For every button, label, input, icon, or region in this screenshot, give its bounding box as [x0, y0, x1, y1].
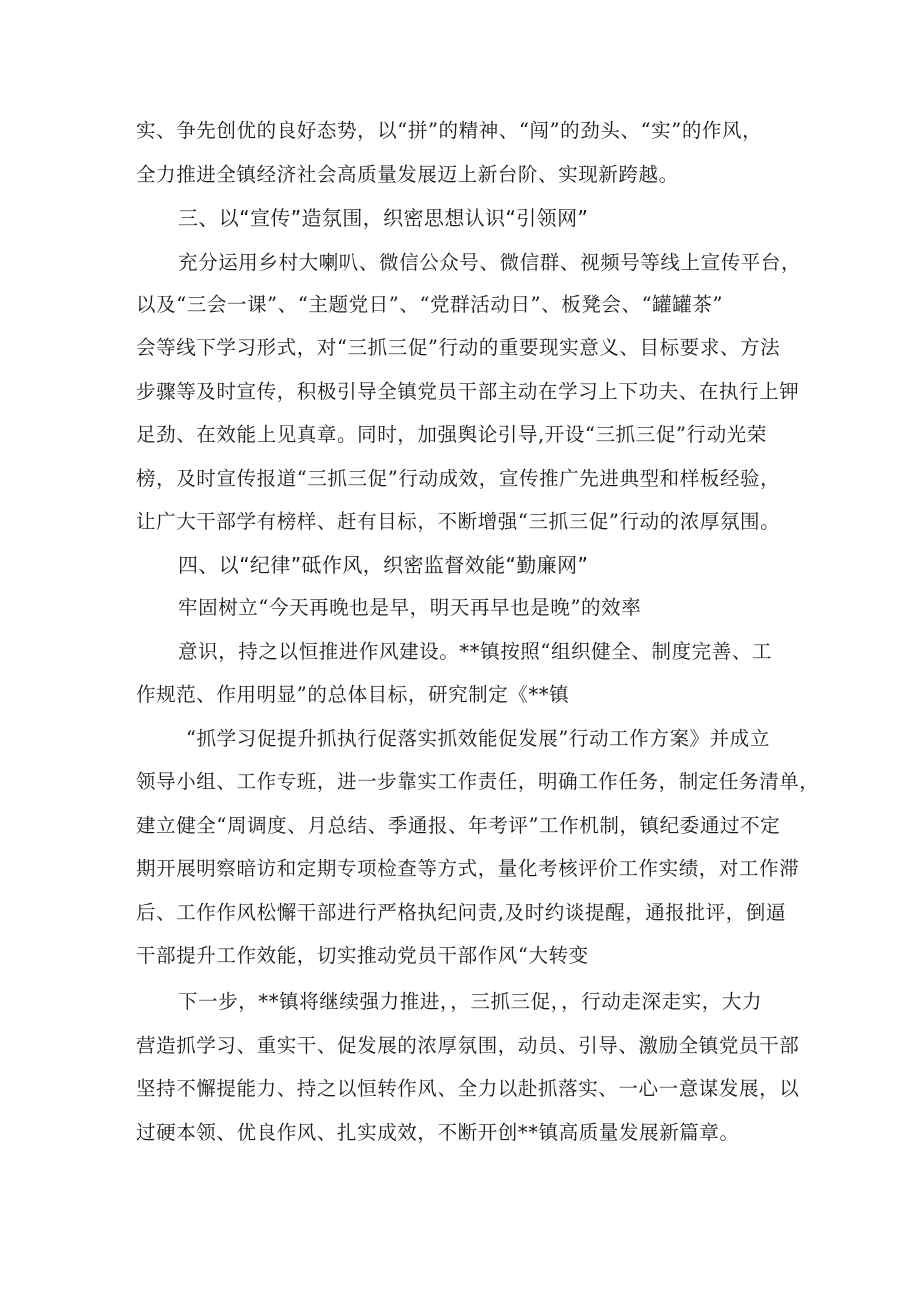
body-line: 牢固树立“今天再晚也是早，明天再早也是晚”的效率	[178, 596, 642, 619]
body-line: 营造抓学习、重实干、促发展的浓厚氛围，动员、引导、激励全镇党员干部	[136, 1034, 800, 1057]
body-line: 足劲、在效能上见真章。同时，加强舆论引导,开设“三抓三促”行动光荣	[136, 423, 767, 446]
body-line: 会等线下学习形式，对“三抓三促”行动的重要现实意义、目标要求、方法	[136, 336, 781, 359]
body-line: 后、工作作风松懈干部进行严格执纪问责,及时约谈提醒，通报批评，倒逼	[136, 901, 786, 924]
body-line: 作规范、作用明显”的总体目标，研究制定《**镇	[136, 683, 570, 706]
body-line: 领导小组、工作专班，进一步靠实工作责任，明确工作任务，制定任务清单，	[136, 770, 820, 793]
body-line: 以及“三会一课”、“主题党日”、“党群活动日”、板凳会、“罐罐茶”	[136, 293, 724, 316]
body-line: 榜，及时宣传报道“三抓三促”行动成效，宣传推广先进典型和样板经验，	[136, 467, 781, 490]
body-line: 全力推进全镇经济社会高质量发展迈上新台阶、实现新跨越。	[136, 163, 679, 186]
body-line: 让广大干部学有榜样、赶有目标，不断增强“三抓三促”行动的浓厚氛围。	[136, 510, 781, 533]
section-heading: 四、以“纪律”砥作风，织密监督效能“勤廉网”	[178, 553, 589, 577]
body-line: “抓学习促提升抓执行促落实抓效能促发展”行动工作方案》并成立	[186, 727, 770, 750]
section-heading: 三、以“宣传”造氛围，织密思想认识“引领网”	[178, 206, 589, 230]
body-line: 干部提升工作效能，切实推动党员干部作风“大转变	[136, 944, 589, 967]
body-line: 坚持不懈提能力、持之以恒转作风、全力以赴抓落实、一心一意谋发展，以	[136, 1077, 800, 1100]
body-line: 充分运用乡村大喇叭、微信公众号、微信群、视频号等线上宣传平台，	[178, 251, 802, 274]
body-line: 过硬本领、优良作风、扎实成效，不断开创**镇高质量发展新篇章。	[136, 1121, 740, 1144]
body-line: 实、争先创优的良好态势，以“拼”的精神、“闯”的劲头、“实”的作风，	[136, 119, 763, 142]
body-line: 期开展明察暗访和定期专项检查等方式，量化考核评价工作实绩，对工作滞	[136, 857, 800, 880]
body-line: 意识，持之以恒推进作风建设。**镇按照“组织健全、制度完善、工	[178, 640, 773, 663]
body-line: 建立健全“周调度、月总结、季通报、年考评”工作机制，镇纪委通过不定	[136, 814, 781, 837]
body-line: 步骤等及时宣传，积极引导全镇党员干部主动在学习上下功夫、在执行上钾	[136, 380, 800, 403]
body-line: 下一步，**镇将继续强力推进，，三抓三促，，行动走深走实，大力	[178, 990, 763, 1013]
